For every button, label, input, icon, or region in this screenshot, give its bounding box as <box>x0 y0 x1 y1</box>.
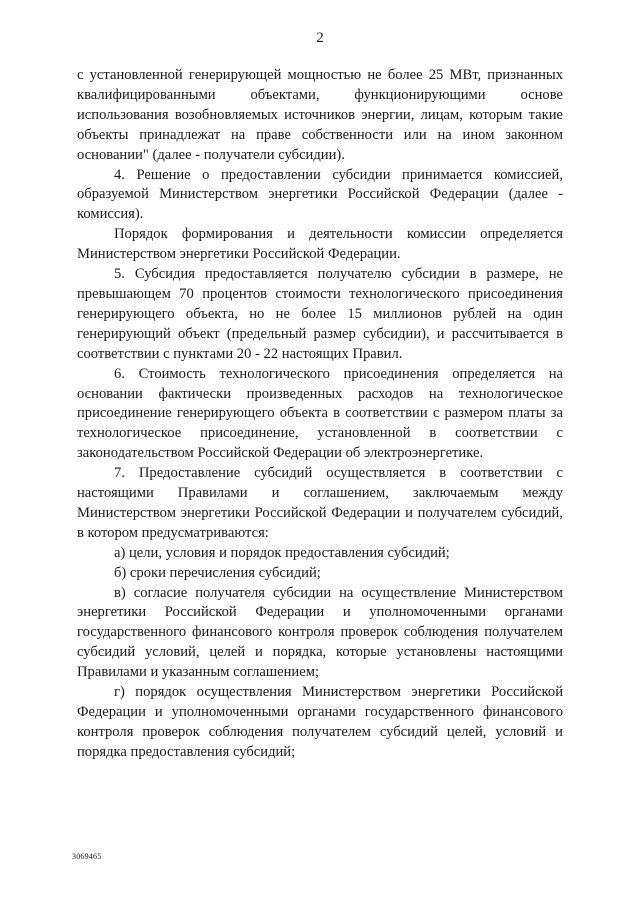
list-item-v: в) согласие получателя субсидии на осуществление Министерством энергетики Российской Федерации и уполномоченными органами государственного финансового контроля проверок соблюдения получателем субсидий условий, целей и порядка, которые установлены настоящими Правилами и указанным соглашением; <box>77 584 563 681</box>
paragraph-4: 5. Субсидия предоставляется получателю субсидии в размере, не превышающем 70 процентов стоимости технологического присоединения генерирующего объекта, но не более 15 миллионов рублей на один генерирующий объект (предельный размер субсидии), и рассчитывается в соответствии с пунктами 20 - 22 настоящих Правил. <box>77 266 563 362</box>
list-item-a: а) цели, условия и порядок предоставления субсидий; <box>114 544 450 561</box>
paragraph-3: Порядок формирования и деятельности комиссии определяется Министерством энергетики Российской Федерации. <box>77 226 563 263</box>
document-code: 3069465 <box>72 852 102 861</box>
paragraph-5: 6. Стоимость технологического присоединения определяется на основании фактически произведенных расходов на технологическое присоединение генерирующего объекта в соответствии с размером платы за технологическое присоединение, установленной в соответствии с законодательством Российской Федерации об электроэнергетике. <box>77 365 563 462</box>
list-item-b: б) сроки перечисления субсидий; <box>114 564 321 581</box>
paragraph-2: 4. Решение о предоставлении субсидии принимается комиссией, образуемой Министерством энергетики Российской Федерации (далее - комиссия). <box>77 166 563 223</box>
paragraph-6: 7. Предоставление субсидий осуществляется в соответствии с настоящими Правилами и соглашением, заключаемым между Министерством энергетики Российской Федерации и получателем субсидий, в котором предусматриваются: <box>77 465 563 541</box>
paragraph-1: с установленной генерирующей мощностью не более 25 МВт, признанных квалифицированными объектами, функционирующими основе использования возобновляемых источников энергии, лицам, которым такие объекты принадлежат на праве собственности или на ином законном основании" (далее - получатели субсидии). <box>77 67 563 163</box>
document-body <box>77 66 563 763</box>
page-number: 2 <box>316 30 324 46</box>
list-item-g: г) порядок осуществления Министерством энергетики Российской Федерации и уполномоченными органами государственного финансового контроля проверок соблюдения получателем субсидий целей, условий и порядка предоставления субсидий; <box>77 684 563 760</box>
